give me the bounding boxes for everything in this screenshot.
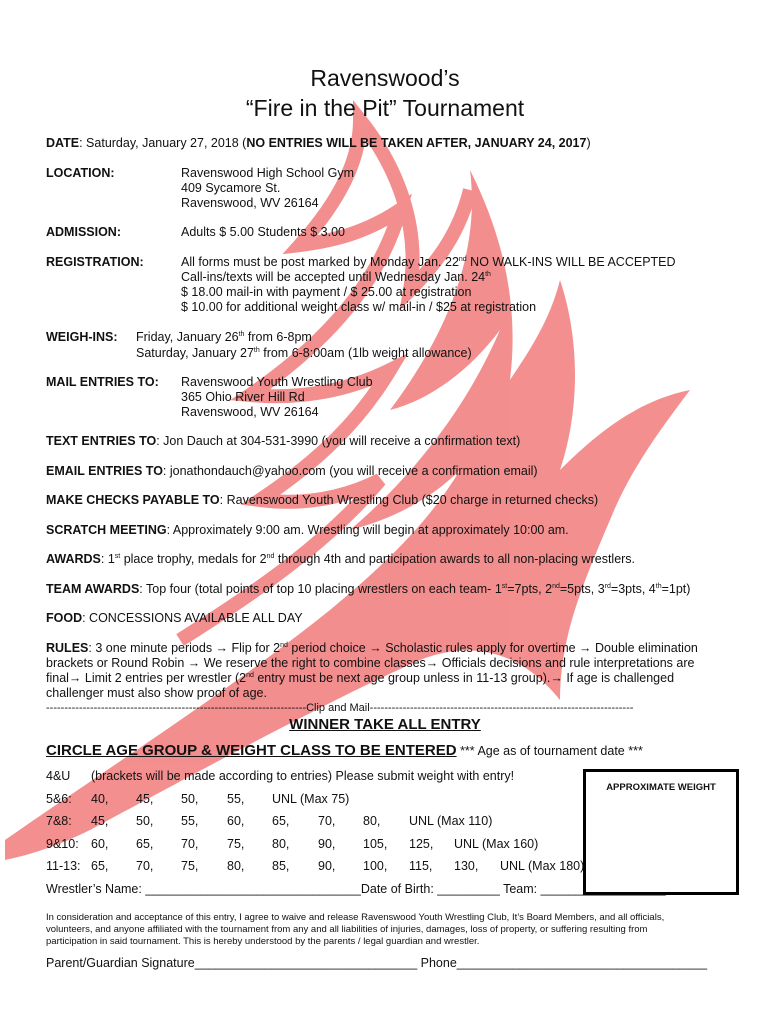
mail-line-2: 365 Ohio River Hill Rd [181, 390, 305, 404]
weight-class-option[interactable]: UNL (Max 180) [500, 859, 585, 873]
text-entries-line: TEXT ENTRIES TO: Jon Dauch at 304-531-3990 (you will receive a confirmation text) [46, 434, 521, 448]
date-warning: NO ENTRIES WILL BE TAKEN AFTER, JANUARY 24, 2017 [246, 136, 587, 150]
weight-class-option[interactable]: 90, [318, 859, 336, 873]
age-group-label[interactable]: 4&U [46, 769, 71, 783]
weighins-line-1: Friday, January 26th from 6-8pm [136, 330, 312, 344]
location-line-2: 409 Sycamore St. [181, 181, 281, 195]
waiver-line-3: participation in said tournament. This is hereby understood by the parents / legal guardian and wrestler. [46, 936, 480, 947]
weight-class-option[interactable]: 100, [363, 859, 388, 873]
weighins-label: WEIGH-INS: [46, 330, 118, 344]
registration-line-3: $ 18.00 mail-in with payment / $ 25.00 at registration [181, 285, 472, 299]
weight-class-option[interactable]: UNL (Max 110) [409, 814, 493, 828]
weight-class-option[interactable]: 80, [272, 837, 290, 851]
mail-line-1: Ravenswood Youth Wrestling Club [181, 375, 373, 389]
food-line: FOOD: CONCESSIONS AVAILABLE ALL DAY [46, 611, 303, 625]
weight-class-option[interactable]: 40, [91, 792, 109, 806]
weight-class-option[interactable]: 85, [272, 859, 290, 873]
approximate-weight-label: APPROXIMATE WEIGHT [606, 782, 716, 793]
weight-class-option[interactable]: 50, [181, 792, 199, 806]
weight-class-option[interactable]: 70, [318, 814, 336, 828]
weight-class-option[interactable]: 80, [227, 859, 245, 873]
signature-line[interactable]: Parent/Guardian Signature________________________________ Phone____________________________________ [46, 956, 708, 970]
weight-class-option[interactable]: 90, [318, 837, 336, 851]
age-group-label[interactable]: 7&8: [46, 814, 72, 828]
circle-heading-line [46, 743, 643, 759]
weighins-line-2: Saturday, January 27th from 6-8:00am (1lb weight allowance) [136, 346, 472, 360]
circle-heading: CIRCLE AGE GROUP & WEIGHT CLASS TO BE ENTERED [46, 742, 457, 759]
admission-value: Adults $ 5.00 Students $ 3.00 [181, 225, 346, 239]
rules-line-3: final→ Limit 2 entries per wrestler (2nd entry must be next age group unless in 11-13 group).→ If age is challenged [46, 671, 675, 685]
scratch-line: SCRATCH MEETING: Approximately 9:00 am. Wrestling will begin at approximately 10:00 am. [46, 523, 569, 537]
weight-class-option[interactable]: 105, [363, 837, 388, 851]
weight-class-option[interactable]: 60, [91, 837, 109, 851]
weight-class-option[interactable]: 80, [363, 814, 381, 828]
weight-class-option[interactable]: 65, [272, 814, 290, 828]
weight-class-option[interactable]: 55, [227, 792, 245, 806]
weight-class-option[interactable]: 125, [409, 837, 434, 851]
clip-and-mail-divider: -----------------------------------------------------------------------Clip and Mail------------------------------------------------------------------------ [46, 702, 634, 714]
rules-line-4: challenger must also show proof of age. [46, 686, 267, 700]
registration-label: REGISTRATION: [46, 255, 144, 269]
waiver-line-2: volunteers, and anyone affiliated with the tournament from any and all liabilities of injuries, damages, loss of property, or suffering resulting from [46, 924, 648, 935]
location-line-1: Ravenswood High School Gym [181, 166, 354, 180]
date-line [46, 136, 591, 151]
weight-class-option[interactable]: 70, [181, 837, 199, 851]
approximate-weight-box[interactable] [583, 769, 739, 895]
registration-line-1: All forms must be post marked by Monday Jan. 22nd NO WALK-INS WILL BE ACCEPTED [181, 255, 676, 269]
date-label: DATE [46, 136, 80, 150]
weight-class-option[interactable]: 45, [91, 814, 109, 828]
weight-class-option[interactable]: 70, [136, 859, 154, 873]
age-group-note: (brackets will be made according to entries) Please submit weight with entry! [91, 769, 515, 783]
email-entries-line: EMAIL ENTRIES TO: jonathondauch@yahoo.com (you will receive a confirmation email) [46, 464, 538, 478]
weight-class-option[interactable]: UNL (Max 160) [454, 837, 539, 851]
location-label: LOCATION: [46, 166, 115, 180]
weight-class-option[interactable]: 50, [136, 814, 154, 828]
title-line-1: Ravenswood’s [310, 65, 460, 91]
weight-class-option[interactable]: 60, [227, 814, 245, 828]
wrestler-info-line[interactable]: Wrestler’s Name: _______________________________Date of Birth: _________ Team: __________________ [46, 882, 666, 896]
weight-class-option[interactable]: 55, [181, 814, 199, 828]
title-line-2: “Fire in the Pit” Tournament [245, 95, 525, 121]
age-group-label[interactable]: 9&10: [46, 837, 79, 851]
admission-label: ADMISSION: [46, 225, 121, 239]
weight-class-option[interactable]: 45, [136, 792, 154, 806]
date-value: : Saturday, January 27, 2018 ( [79, 136, 247, 150]
weight-class-option[interactable]: 75, [227, 837, 245, 851]
winner-heading: WINNER TAKE ALL ENTRY [289, 716, 481, 733]
rules-line-2: brackets or Round Robin → We reserve the right to combine classes→ Officials decisions and rule interpretations are [46, 656, 695, 670]
weight-class-option[interactable]: UNL (Max 75) [272, 792, 350, 806]
registration-line-4: $ 10.00 for additional weight class w/ mail-in / $25 at registration [181, 300, 537, 314]
weight-class-option[interactable]: 130, [454, 859, 479, 873]
weight-class-option[interactable]: 115, [409, 859, 433, 873]
age-group-label[interactable]: 5&6: [46, 792, 72, 806]
team-awards-line: TEAM AWARDS: Top four (total points of top 10 placing wrestlers on each team- 1st=7pts, 2nd=5pts, 3rd=3pts, 4th=1pt) [46, 582, 691, 596]
age-group-label[interactable]: 11-13: [46, 859, 81, 873]
weight-class-option[interactable]: 65, [136, 837, 154, 851]
checks-line: MAKE CHECKS PAYABLE TO: Ravenswood Youth Wrestling Club ($20 charge in returned checks) [46, 493, 599, 507]
weight-class-option[interactable]: 75, [181, 859, 199, 873]
waiver-line-1: In consideration and acceptance of this entry, I agree to waive and release Ravenswood Youth Wrestling Club, It’s Board Members, and all officials, [46, 912, 665, 923]
weight-class-option[interactable]: 65, [91, 859, 109, 873]
date-close: ) [586, 136, 591, 150]
rules-line-1: RULES: 3 one minute periods → Flip for 2nd period choice → Scholastic rules apply for overtime → Double elimination [46, 641, 698, 655]
age-note: *** Age as of tournament date *** [456, 744, 643, 758]
mail-line-3: Ravenswood, WV 26164 [181, 405, 319, 419]
mail-label: MAIL ENTRIES TO: [46, 375, 159, 389]
awards-line: AWARDS: 1st place trophy, medals for 2nd through 4th and participation awards to all non-placing wrestlers. [46, 552, 636, 566]
registration-line-2: Call-ins/texts will be accepted until Wednesday Jan. 24th [181, 270, 491, 284]
location-line-3: Ravenswood, WV 26164 [181, 196, 319, 210]
